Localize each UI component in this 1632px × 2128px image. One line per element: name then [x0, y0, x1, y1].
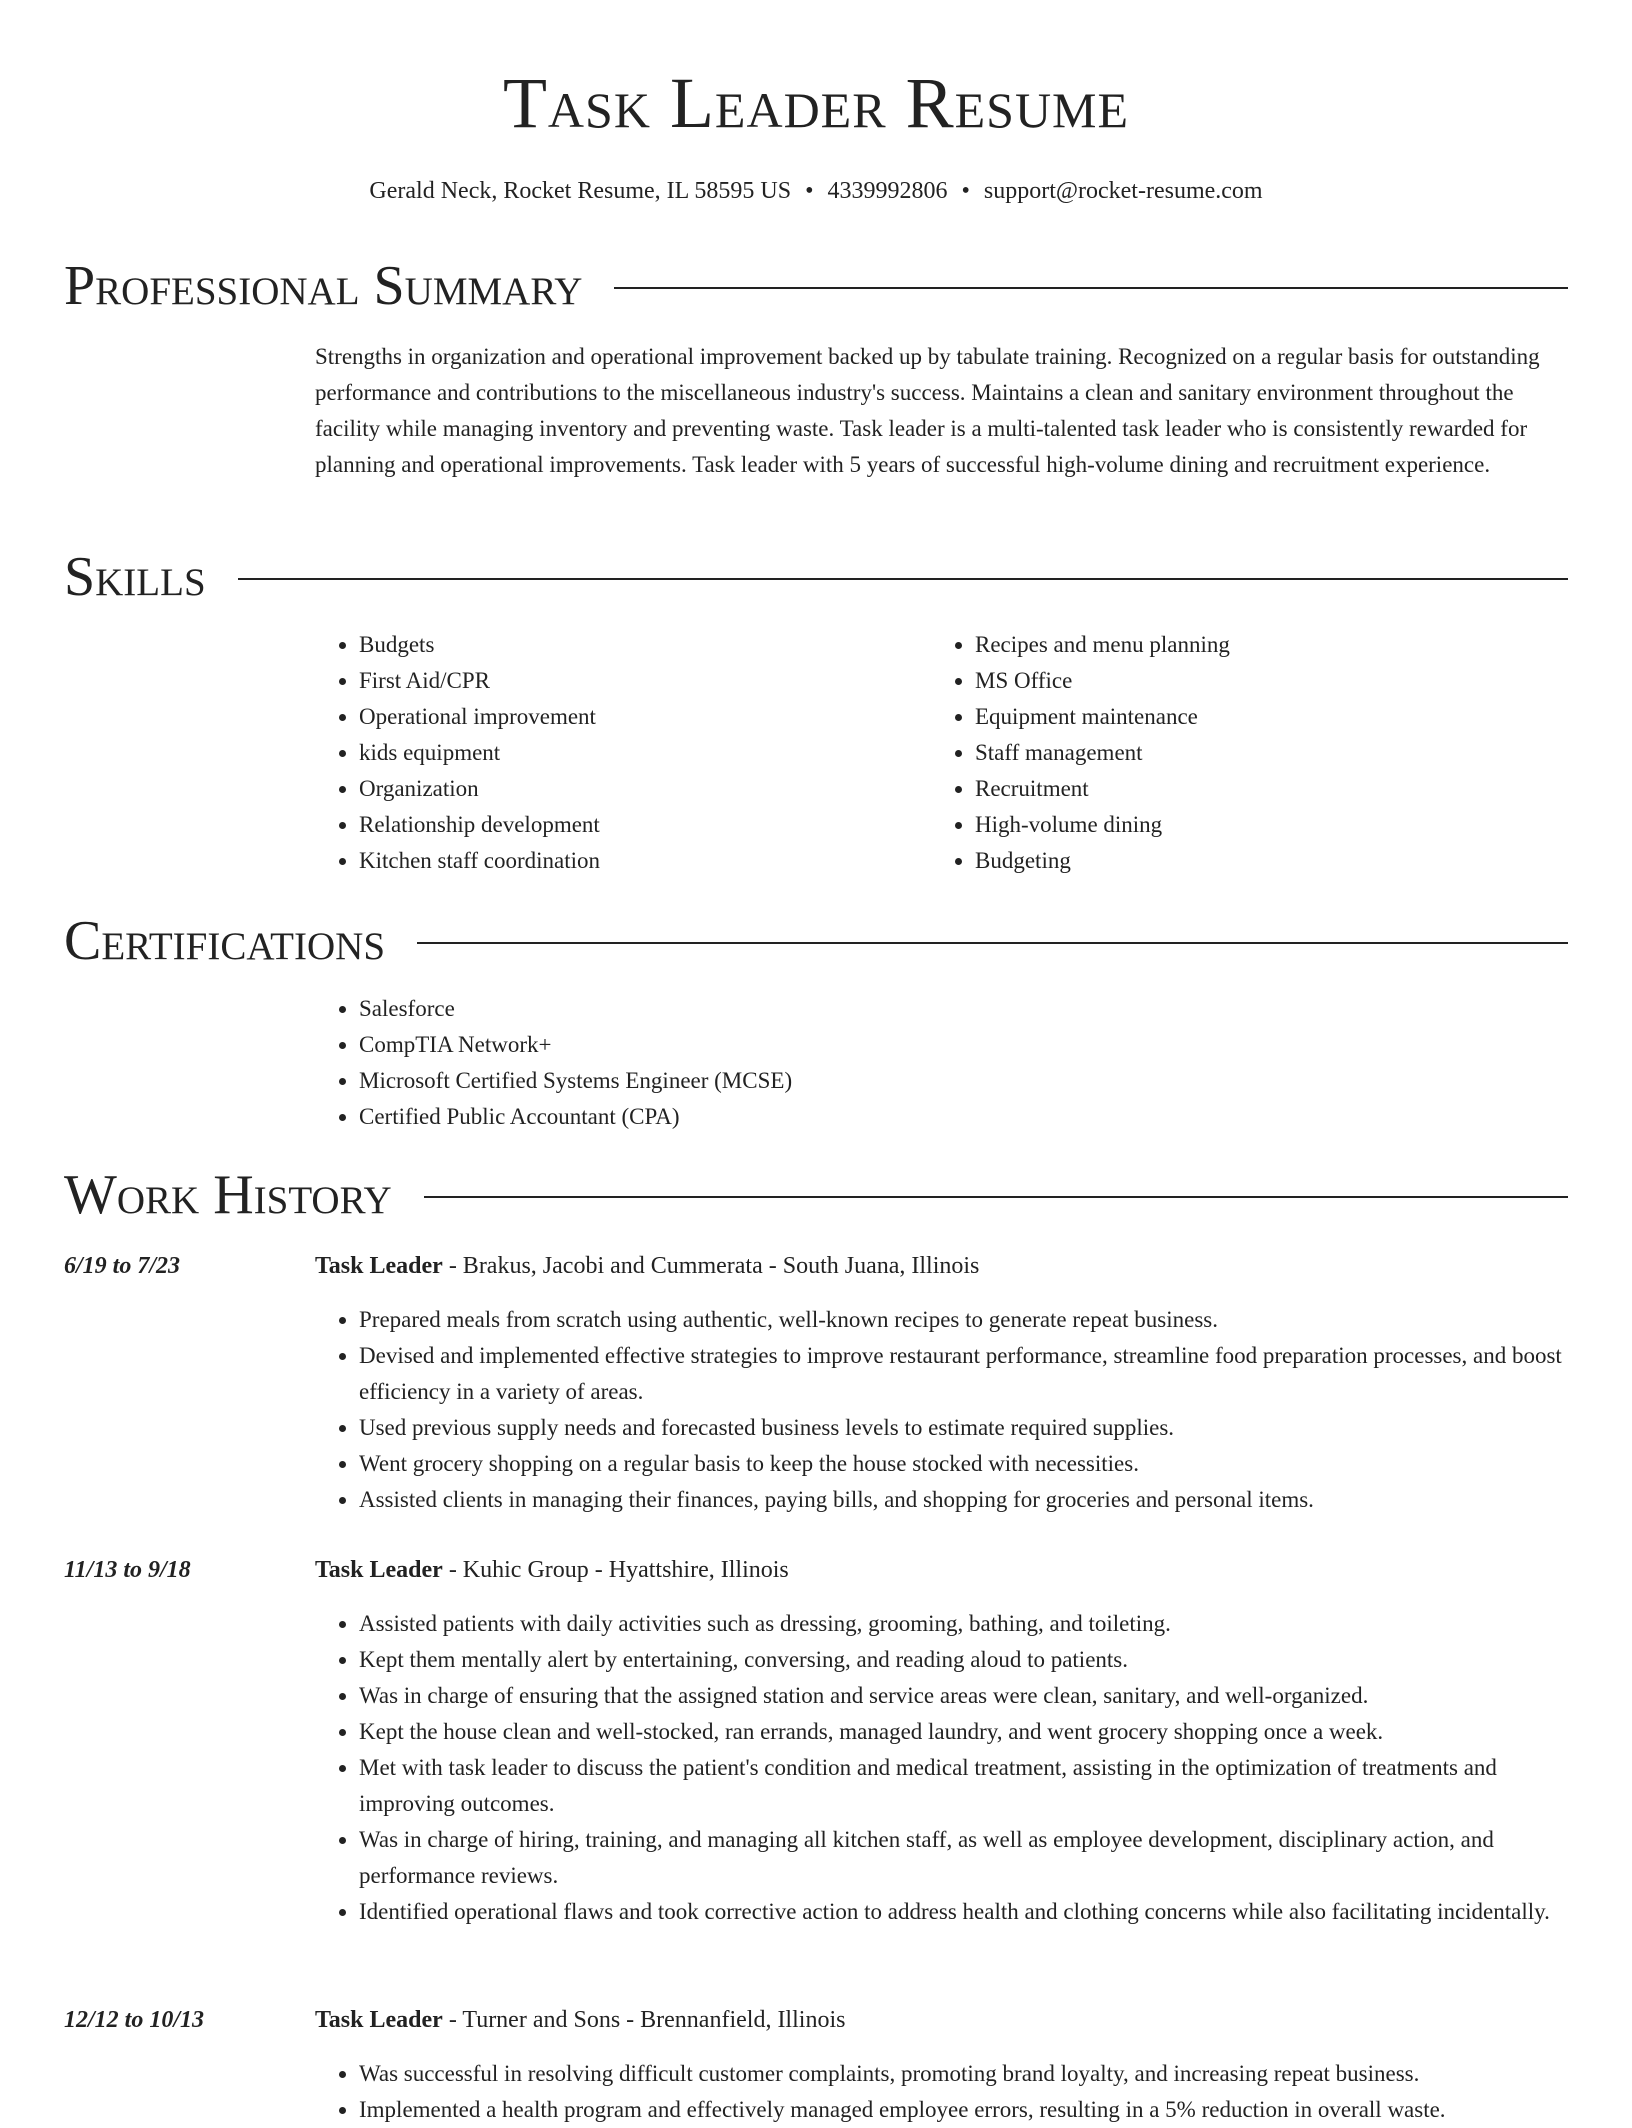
skill-item: • First Aid/CPR: [359, 663, 915, 699]
skill-item: • Budgets: [359, 627, 915, 663]
skill-item: • High-volume dining: [975, 807, 1531, 843]
job-bullet: • Met with task leader to discuss the patient's condition and medical treatment, assisting in the optimization of treatments and improving outcomes.: [359, 1750, 1568, 1822]
summary-heading: Professional Summary: [64, 255, 583, 317]
job-bullet: • Was in charge of ensuring that the assigned station and service areas were clean, sanitary, and well-organized.: [359, 1678, 1568, 1714]
skills-column-right: [931, 627, 1531, 879]
section-divider: [238, 578, 1568, 580]
contact-separator: •: [961, 178, 970, 204]
skill-item: • kids equipment: [359, 735, 915, 771]
job-bullet: • Was successful in resolving difficult customer complaints, promoting brand loyalty, and increasing repeat business.: [359, 2056, 1568, 2092]
skill-item: • Recruitment: [975, 771, 1531, 807]
job-role: Task Leader: [315, 1557, 443, 1583]
job-dates: 6/19 to 7/23: [64, 1253, 181, 1279]
contact-email: support@rocket-resume.com: [983, 178, 1263, 204]
skill-item: • Equipment maintenance: [975, 699, 1531, 735]
section-divider: [614, 287, 1568, 289]
job-bullet: • Implemented a health program and effectively managed employee errors, resulting in a 5% reduction in overall waste.: [359, 2092, 1568, 2128]
certifications-section-header: [64, 909, 1568, 973]
job-heading: [315, 2002, 845, 2038]
job-heading: [315, 1248, 979, 1284]
job-bullet: • Assisted clients in managing their finances, paying bills, and shopping for groceries and personal items.: [359, 1482, 1568, 1518]
skill-item: • Budgeting: [975, 843, 1531, 879]
skill-item: • MS Office: [975, 663, 1531, 699]
certification-item: • Salesforce: [359, 991, 1515, 1027]
job-bullet: • Was in charge of hiring, training, and managing all kitchen staff, as well as employee development, disciplinary action, and performance reviews.: [359, 1822, 1568, 1894]
job-employer: - Turner and Sons - Brennanfield, Illinois: [442, 2007, 846, 2033]
job-dates: 11/13 to 9/18: [64, 1557, 191, 1583]
section-divider: [424, 1196, 1568, 1198]
job-dates: 12/12 to 10/13: [64, 2007, 205, 2033]
job-bullets: [315, 1606, 1568, 1930]
skill-item: • Kitchen staff coordination: [359, 843, 915, 879]
skills-heading: Skills: [64, 546, 206, 608]
job-bullet: • Prepared meals from scratch using authentic, well-known recipes to generate repeat business.: [359, 1302, 1568, 1338]
job-heading: [315, 1552, 789, 1588]
job-bullet: • Kept them mentally alert by entertaining, conversing, and reading aloud to patients.: [359, 1642, 1568, 1678]
contact-line: [0, 174, 1632, 208]
contact-address: Gerald Neck, Rocket Resume, IL 58595 US: [369, 178, 792, 204]
skills-column-left: [315, 627, 915, 879]
job-bullet: • Devised and implemented effective strategies to improve restaurant performance, streamline food preparation processes, and boost efficiency in a variety of areas.: [359, 1338, 1568, 1410]
summary-section-header: [64, 254, 1568, 318]
contact-separator: •: [805, 178, 814, 204]
job-bullet: • Went grocery shopping on a regular basis to keep the house stocked with necessities.: [359, 1446, 1568, 1482]
job-bullet: • Assisted patients with daily activities such as dressing, grooming, bathing, and toileting.: [359, 1606, 1568, 1642]
certification-item: • Microsoft Certified Systems Engineer (MCSE): [359, 1063, 1515, 1099]
skill-item: • Operational improvement: [359, 699, 915, 735]
skill-item: • Organization: [359, 771, 915, 807]
skills-section-header: [64, 545, 1568, 609]
contact-phone: 4339992806: [827, 178, 948, 204]
skill-item: • Staff management: [975, 735, 1531, 771]
work-section-header: [64, 1163, 1568, 1227]
certifications-heading: Certifications: [64, 910, 386, 972]
skill-item: • Recipes and menu planning: [975, 627, 1531, 663]
resume-title: Task Leader Resume: [502, 63, 1130, 143]
certifications-list: [315, 991, 1515, 1135]
certification-item: • CompTIA Network+: [359, 1027, 1515, 1063]
job-bullet: • Identified operational flaws and took corrective action to address health and clothing concerns while also facilitating incidentally.: [359, 1894, 1568, 1930]
summary-text: Strengths in organization and operational improvement backed up by tabulate training. Recognized on a regular basis for outstanding performance and contributions to the miscellaneous industry's success. Maintains a clean and sanitary environment throughout the facility while managing inventory and preventing waste. Task leader is a multi-talented task leader who is consistently rewarded for planning and operational improvements. Task leader with 5 years of successful high-volume dining and recruitment experience.: [315, 344, 1540, 477]
job-role: Task Leader: [315, 2007, 443, 2033]
certification-item: • Certified Public Accountant (CPA): [359, 1099, 1515, 1135]
job-bullet: • Kept the house clean and well-stocked, ran errands, managed laundry, and went grocery shopping once a week.: [359, 1714, 1568, 1750]
job-role: Task Leader: [315, 1253, 443, 1279]
job-employer: - Kuhic Group - Hyattshire, Illinois: [442, 1557, 789, 1583]
job-employer: - Brakus, Jacobi and Cummerata - South Juana, Illinois: [442, 1253, 980, 1279]
job-bullets: [315, 2056, 1568, 2128]
job-bullets: [315, 1302, 1568, 1518]
work-heading: Work History: [64, 1164, 392, 1226]
job-bullet: • Used previous supply needs and forecasted business levels to estimate required supplies.: [359, 1410, 1568, 1446]
section-divider: [417, 942, 1568, 944]
skill-item: • Relationship development: [359, 807, 915, 843]
